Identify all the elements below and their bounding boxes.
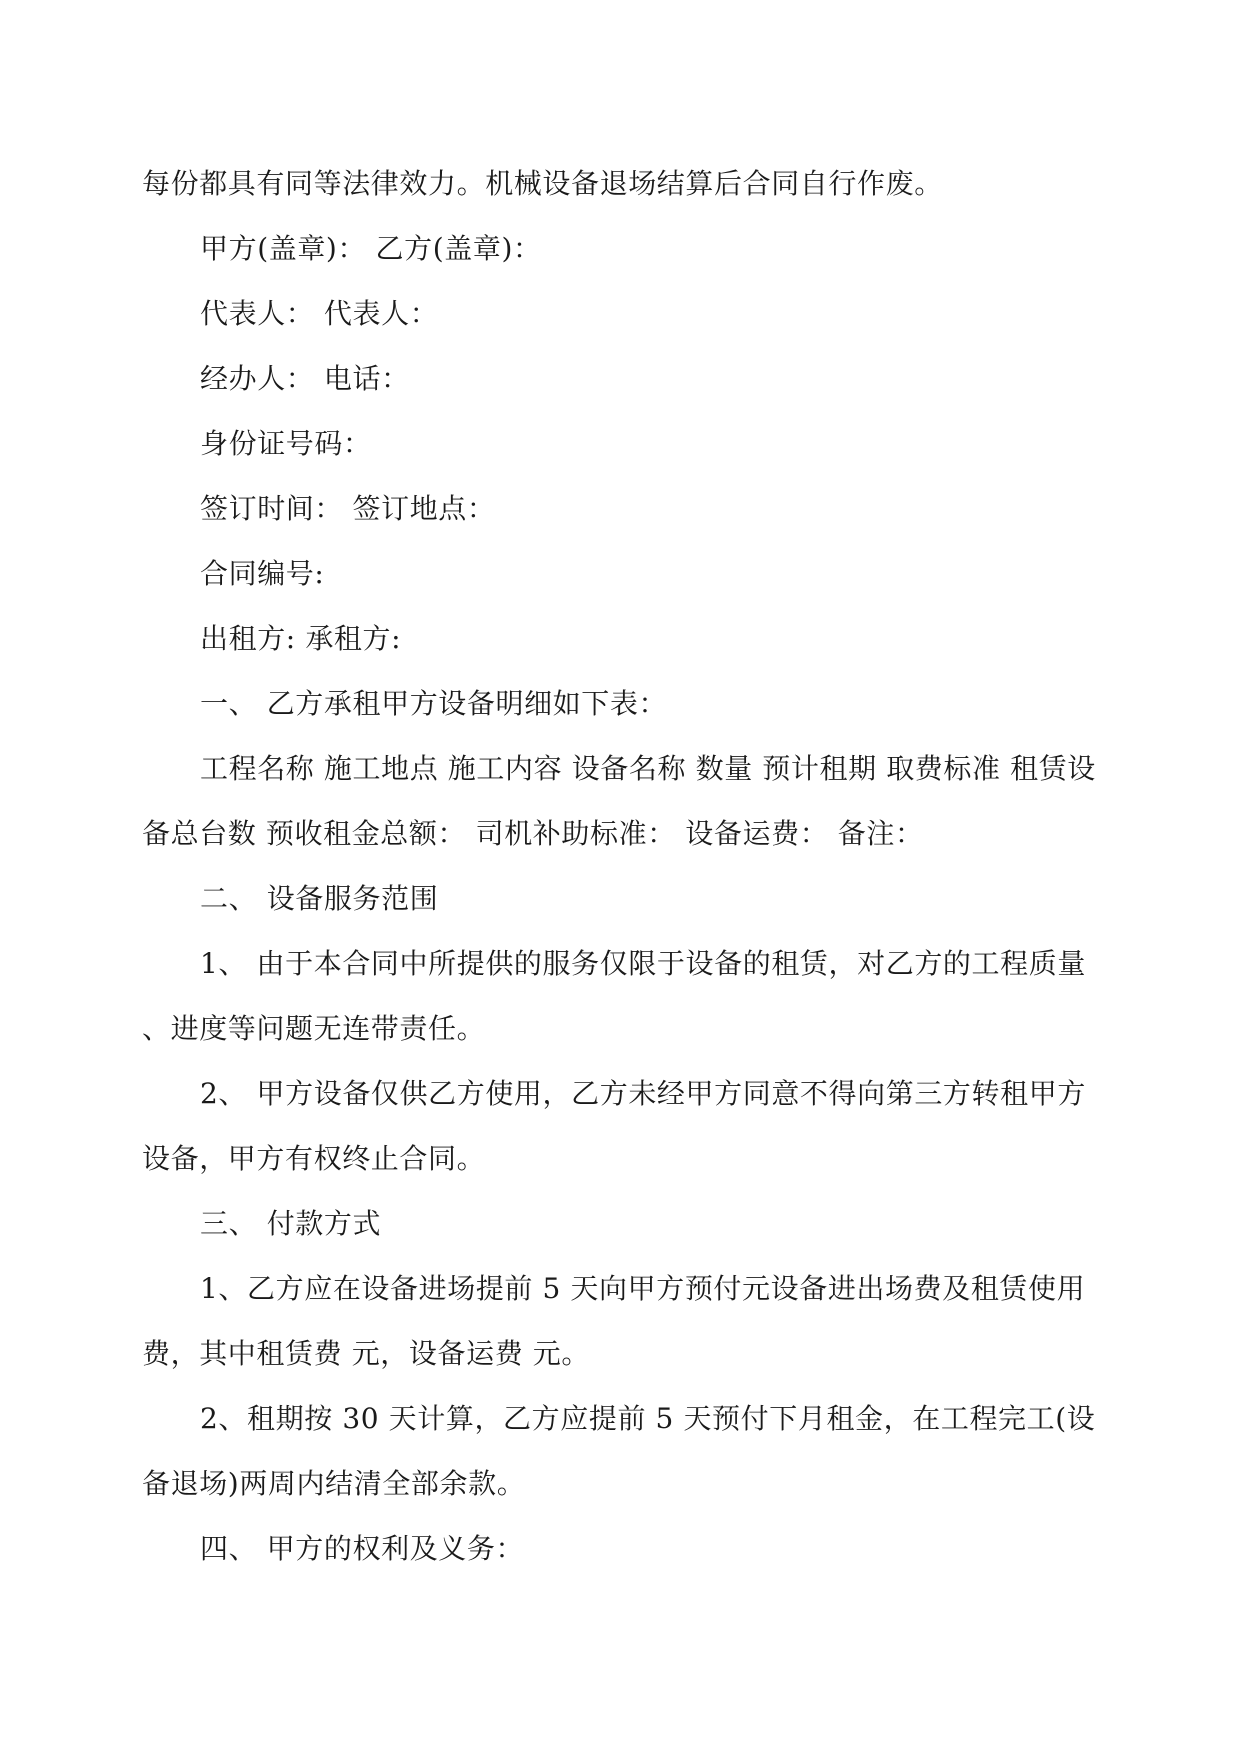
section-one-heading: 一、 乙方承租甲方设备明细如下表：	[200, 687, 668, 720]
text-line: 设备，甲方有权终止合同。	[142, 1142, 486, 1175]
text-line: 费，其中租赁费 元，设备运费 元。	[142, 1337, 591, 1370]
section-three-heading: 三、 付款方式	[200, 1207, 382, 1240]
section-two-heading: 二、 设备服务范围	[200, 882, 439, 915]
text-line: 1、 由于本合同中所提供的服务仅限于设备的租赁，对乙方的工程质量	[200, 947, 1086, 980]
representative-line: 代表人： 代表人：	[200, 297, 439, 330]
text-line: 每份都具有同等法律效力。机械设备退场结算后合同自行作废。	[142, 167, 943, 200]
text-line: 2、租期按 30 天计算，乙方应提前 5 天预付下月租金，在工程完工(设	[200, 1402, 1096, 1435]
lessor-lessee-line: 出租方: 承租方:	[200, 622, 402, 655]
text-line: 工程名称 施工地点 施工内容 设备名称 数量 预计租期 取费标准 租赁设	[200, 752, 1096, 785]
id-number-line: 身份证号码：	[200, 427, 372, 460]
section-four-heading: 四、 甲方的权利及义务：	[200, 1532, 525, 1565]
signing-time-line: 签订时间： 签订地点：	[200, 492, 496, 525]
text-line: 1、乙方应在设备进场提前 5 天向甲方预付元设备进出场费及租赁使用	[200, 1272, 1086, 1305]
party-seal-line: 甲方(盖章)： 乙方(盖章)：	[200, 232, 542, 265]
text-line: 2、 甲方设备仅供乙方使用，乙方未经甲方同意不得向第三方转租甲方	[200, 1077, 1086, 1110]
text-line: 备总台数 预收租金总额： 司机补助标准： 设备运费： 备注：	[142, 817, 924, 850]
agent-phone-line: 经办人： 电话：	[200, 362, 410, 395]
contract-number-line: 合同编号:	[200, 557, 325, 590]
text-line: 、进度等问题无连带责任。	[142, 1012, 486, 1045]
text-line: 备退场)两周内结清全部余款。	[142, 1467, 526, 1500]
